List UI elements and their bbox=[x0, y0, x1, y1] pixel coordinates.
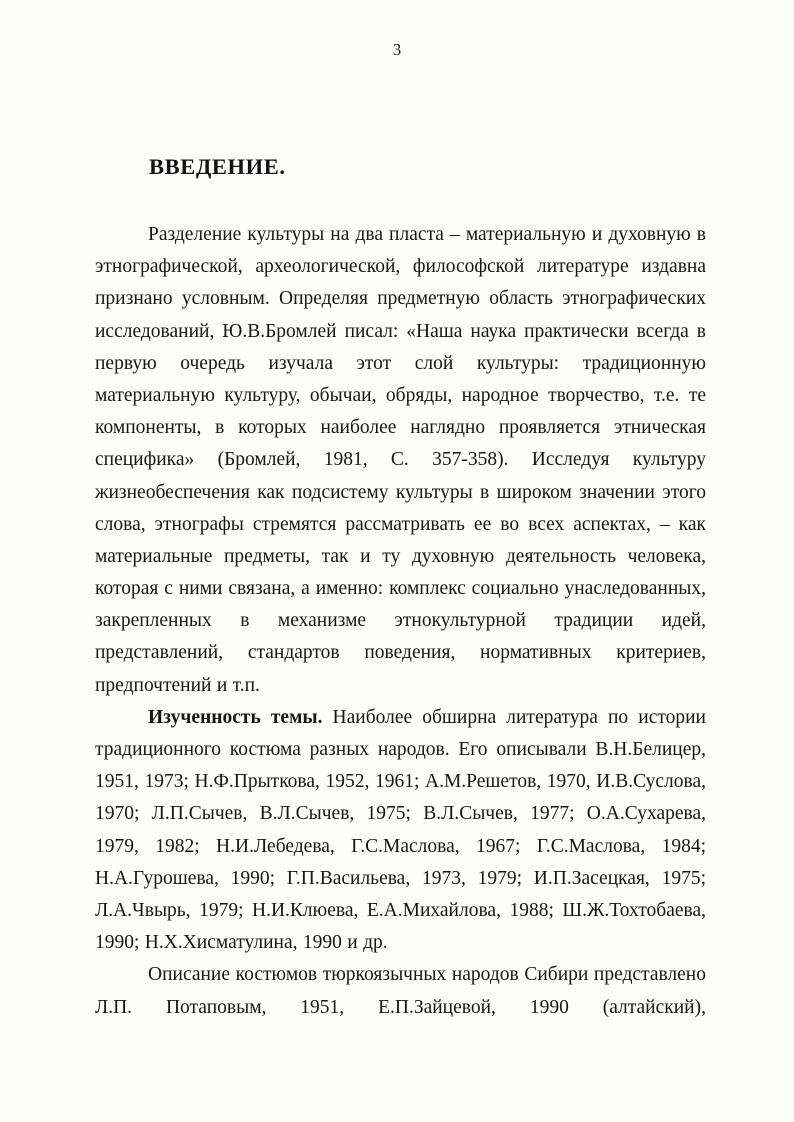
text-line: жизнеобеспечения как подсистему культуры в широком значении этого bbox=[95, 481, 706, 503]
text-line: Н.А.Гурошева, 1990; Г.П.Васильева, 1973, 1979; И.П.Засецкая, 1975; bbox=[95, 867, 706, 889]
page-number: 3 bbox=[392, 40, 402, 59]
text-line: представлений, стандартов поведения, нормативных критериев, bbox=[95, 642, 706, 664]
text-line: Разделение культуры на два пласта – материальную и духовную в bbox=[148, 224, 706, 245]
text-line: компоненты, в которых наиболее наглядно проявляется этническая bbox=[95, 417, 706, 439]
text-line: исследований, Ю.В.Бромлей писал: «Наша наука практически всегда в bbox=[95, 320, 706, 342]
text-line: первую очередь изучала этот слой культуры: традиционную bbox=[95, 352, 706, 374]
text-line: предпочтений и т.п. bbox=[95, 674, 260, 696]
text-line: 1970; Л.П.Сычев, В.Л.Сычев, 1975; В.Л.Сычев, 1977; О.А.Сухарева, bbox=[95, 803, 706, 825]
text-line: Л.А.Чвырь, 1979; Н.И.Клюева, Е.А.Михайлова, 1988; Ш.Ж.Тохтобаева, bbox=[95, 899, 706, 921]
text-line: закрепленных в механизме этнокультурной традиции идей, bbox=[95, 610, 706, 632]
section-heading: ВВЕДЕНИЕ. bbox=[149, 154, 286, 179]
text-line: признано условным. Определяя предметную область этнографических bbox=[95, 288, 706, 310]
paragraph-lead-rest: Наиболее обширна литература по истории bbox=[322, 706, 706, 728]
text-line: 1990; Н.Х.Хисматулина, 1990 и др. bbox=[95, 932, 388, 954]
text-line: традиционного костюма разных народов. Его описывали В.Н.Белицер, bbox=[95, 739, 706, 760]
text-line: 1979, 1982; Н.И.Лебедева, Г.С.Маслова, 1967; Г.С.Маслова, 1984; bbox=[95, 835, 706, 857]
text-line: материальную культуру, обычаи, обряды, народное творчество, т.е. те bbox=[95, 384, 706, 406]
text-line bbox=[95, 702, 706, 734]
body-text bbox=[95, 219, 706, 1024]
text-line: материальные предметы, так и ту духовную деятельность человека, bbox=[95, 545, 706, 567]
text-line: слова, этнографы стремятся рассматривать ее во всех аспектах, – как bbox=[95, 513, 706, 535]
paragraph bbox=[95, 959, 706, 1023]
text-line: 1951, 1973; Н.Ф.Прыткова, 1952, 1961; А.М.Решетов, 1970, И.В.Суслова, bbox=[95, 771, 706, 793]
text-line: этнографической, археологической, философской литературе издавна bbox=[95, 256, 706, 278]
text-line: Л.П. Потаповым, 1951, Е.П.Зайцевой, 1990 (алтайский), bbox=[95, 996, 706, 1018]
text-line: Описание костюмов тюркоязычных народов Сибири представлено bbox=[148, 964, 706, 986]
paragraph bbox=[95, 219, 706, 702]
paragraph bbox=[95, 702, 706, 960]
text-line: которая с ними связана, а именно: комплекс социально унаследованных, bbox=[95, 578, 706, 600]
paragraph-lead-bold: Изученность темы. bbox=[148, 706, 323, 728]
text-line: специфика» (Бромлей, 1981, С. 357-358). Исследуя культуру bbox=[95, 449, 706, 471]
